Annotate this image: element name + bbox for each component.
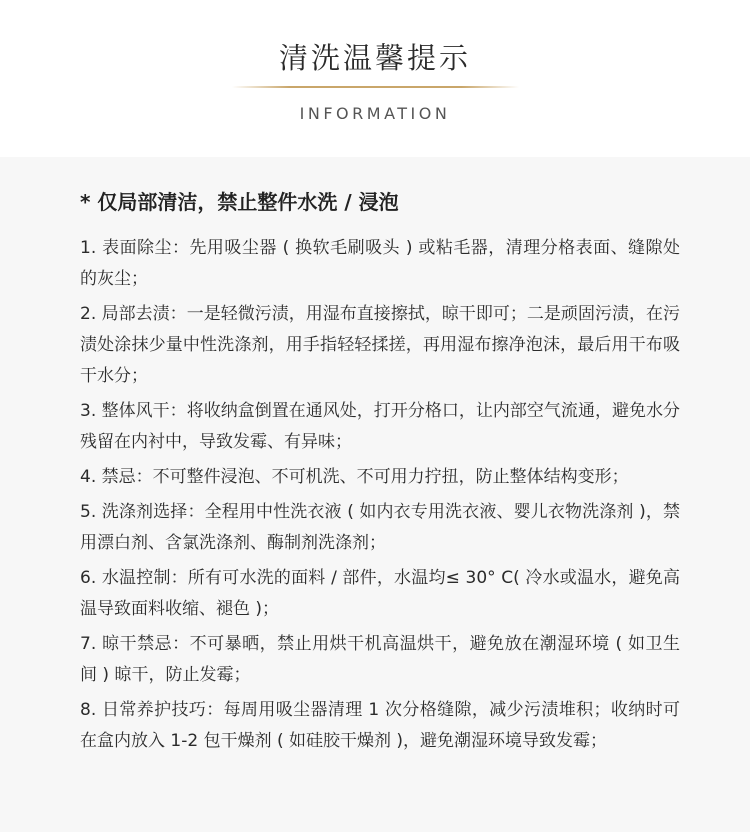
instruction-item: 6. 水温控制：所有可水洗的面料 / 部件，水温均≤ 30° C( 冷水或温水，避免高温导致面料收缩、褪色 )； bbox=[80, 568, 680, 619]
instruction-item: 5. 洗涤剂选择：全程用中性洗衣液 ( 如内衣专用洗衣液、婴儿衣物洗涤剂 )，禁用漂白剂、含氯洗涤剂、酶制剂洗涤剂； bbox=[80, 502, 680, 553]
header bbox=[0, 0, 750, 157]
instruction-item: 3. 整体风干：将收纳盒倒置在通风处，打开分格口，让内部空气流通，避免水分残留在内衬中，导致发霉、有异味； bbox=[80, 401, 680, 452]
instruction-item: 4. 禁忌：不可整件浸泡、不可机洗、不可用力拧扭，防止整体结构变形； bbox=[80, 467, 629, 487]
page-title: 清洗温馨提示 bbox=[278, 41, 471, 75]
care-instructions-panel bbox=[0, 157, 750, 832]
instruction-item: 8. 日常养护技巧：每周用吸尘器清理 1 次分格缝隙，减少污渍堆积；收纳时可在盒内放入 1-2 包干燥剂 ( 如硅胶干燥剂 )，避免潮湿环境导致发霉； bbox=[80, 700, 680, 751]
gold-divider bbox=[232, 86, 519, 88]
instruction-item: 1. 表面除尘：先用吸尘器 ( 换软毛刷吸头 ) 或粘毛器，清理分格表面、缝隙处的灰尘； bbox=[80, 238, 680, 289]
warning-note: * 仅局部清洁，禁止整件水洗 / 浸泡 bbox=[80, 190, 399, 214]
instruction-item: 2. 局部去渍：一是轻微污渍，用湿布直接擦拭，晾干即可；二是顽固污渍，在污渍处涂抹少量中性洗涤剂，用手指轻轻揉搓，再用湿布擦净泡沫，最后用干布吸干水分； bbox=[80, 304, 680, 386]
instruction-item: 7. 晾干禁忌：不可暴晒，禁止用烘干机高温烘干，避免放在潮湿环境 ( 如卫生间 ) 晾干，防止发霉； bbox=[80, 634, 680, 685]
instruction-list bbox=[80, 233, 680, 761]
page-subtitle: INFORMATION bbox=[299, 104, 451, 123]
